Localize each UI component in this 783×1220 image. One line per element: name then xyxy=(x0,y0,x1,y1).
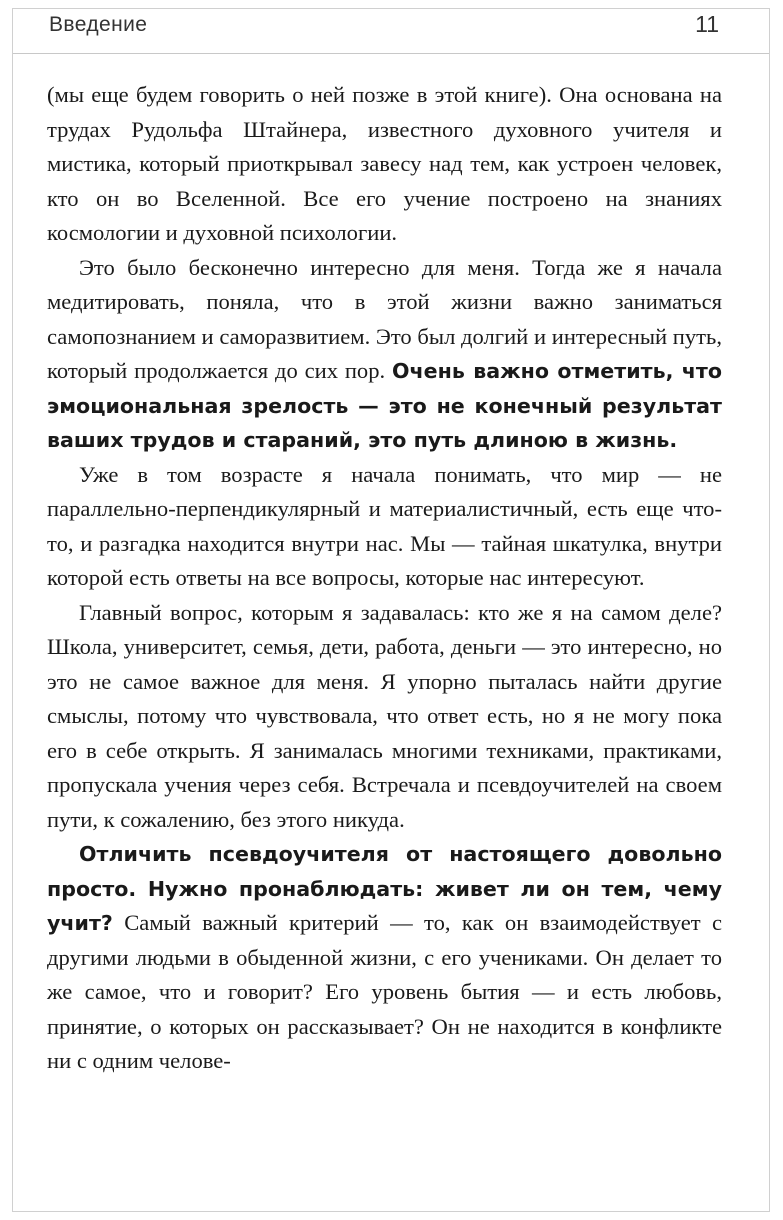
paragraph-text: Это было бесконечно интересно для меня. Тогда же я начала медитировать, поняла, что в этой жизни важно заниматься самопознанием и саморазвитием. Это был долгий и интересный путь, который продолжается до сих пор. xyxy=(47,254,722,383)
paragraph xyxy=(47,251,722,458)
book-page xyxy=(12,8,770,1212)
paragraph-bold-text: Отличить псевдоучителя от настоящего довольно просто. Нужно пронаблюдать: живет ли он тем, чему учит? xyxy=(47,842,722,935)
page-number: 11 xyxy=(695,11,719,37)
paragraph-text: Уже в том возрасте я начала понимать, что мир — не параллельно-перпендикулярный и материалистичный, есть еще что-то, и разгадка находится внутри нас. Мы — тайная шкатулка, внутри которой есть ответы на все вопросы, которые нас интересуют. xyxy=(47,461,722,590)
paragraph xyxy=(47,596,722,838)
chapter-title: Введение xyxy=(49,13,148,36)
paragraph xyxy=(47,458,722,596)
paragraph-text: Самый важный критерий — то, как он взаимодействует с другими людьми в обыденной жизни, с его учениками. Он делает то же самое, что и говорит? Его уровень бытия — и есть любовь, принятие, о которых он рассказывает? Он не находится в конфликте ни с одним челове- xyxy=(47,910,722,1073)
paragraph xyxy=(47,837,722,1079)
paragraph-continuation xyxy=(47,78,722,251)
header-divider xyxy=(13,53,769,54)
paragraph-text: (мы еще будем говорить о ней позже в этой книге). Она основана на трудах Рудольфа Штайнера, известного духовного учителя и мистика, который приоткрывал завесу над тем, как устроен человек, кто он во Вселенной. Все его учение построено на знаниях космологии и духовной психологии. xyxy=(47,82,722,245)
body-text xyxy=(47,78,722,1079)
paragraph-bold-text: Очень важно отметить, что эмоциональная зрелость — это не конечный результат ваших трудов и стараний, это путь длиною в жизнь. xyxy=(47,359,722,452)
paragraph-text: Главный вопрос, которым я задавалась: кто же я на самом деле? Школа, университет, семья, дети, работа, деньги — это интересно, но это не самое важное для меня. Я упорно пыталась найти другие смыслы, потому что чувствовала, что ответ есть, но я не могу пока его в себе открыть. Я занималась многими техниками, практиками, пропускала учения через себя. Встречала и псевдоучителей на своем пути, к сожалению, без этого никуда. xyxy=(47,599,722,832)
